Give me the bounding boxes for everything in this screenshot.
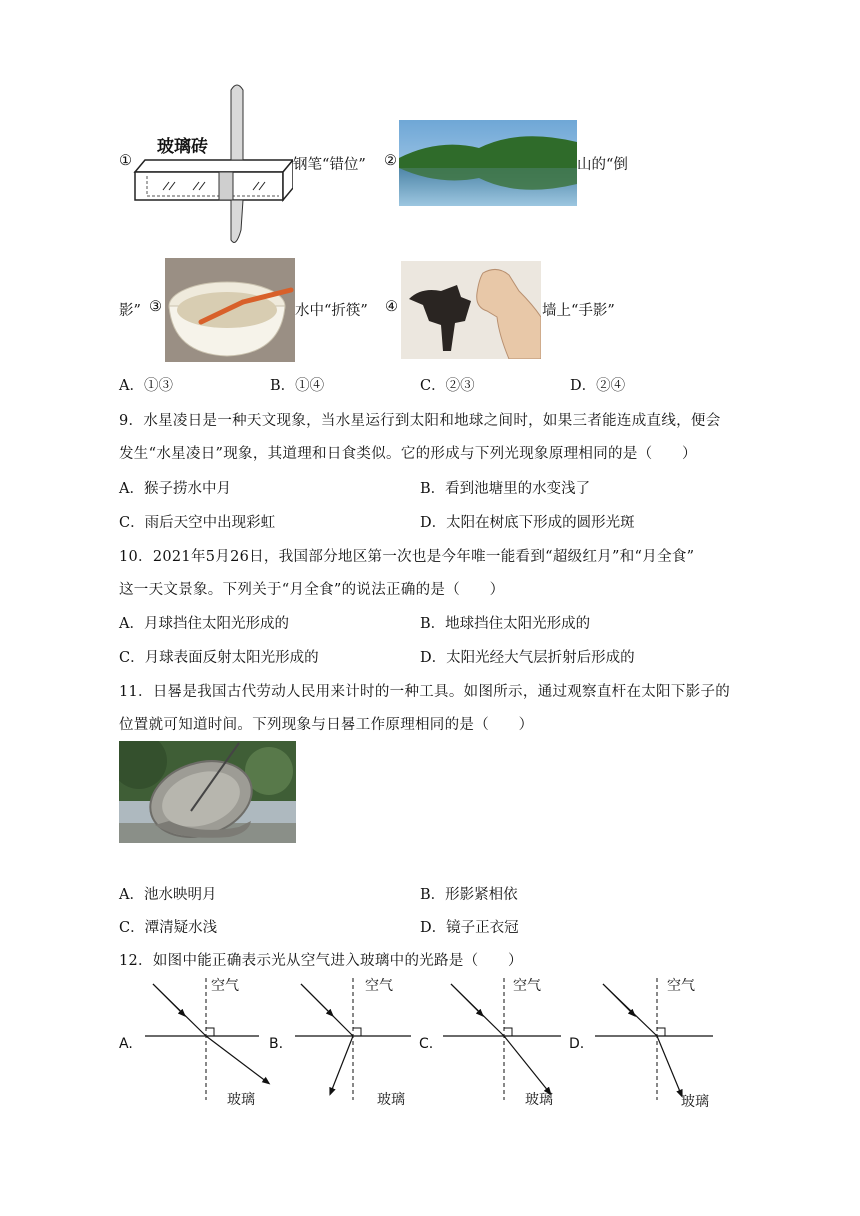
item3-number: ③: [149, 299, 162, 315]
diagram-c-letter: C.: [419, 1036, 434, 1052]
item2-caption-a: 山的“倒: [577, 157, 628, 173]
q11-option-b: B．形影紧相依: [420, 887, 518, 903]
item1-number: ①: [119, 153, 132, 169]
q10-option-a: A．月球挡住太阳光形成的: [119, 616, 289, 632]
glass-brick-pen-figure: [133, 80, 293, 248]
item2-number: ②: [384, 153, 397, 169]
diagram-b-air: 空气: [365, 978, 393, 994]
q10-line-1: 10．2021年5月26日，我国部分地区第一次也是今年唯一能看到“超级红月”和“月全食”: [119, 549, 695, 565]
q10-option-c: C．月球表面反射太阳光形成的: [119, 650, 319, 666]
q9-option-d: D．太阳在树底下形成的圆形光斑: [420, 515, 635, 531]
diagram-d-glass: 玻璃: [681, 1094, 709, 1110]
light-path-diagrams: [119, 970, 729, 1112]
glass-brick-label: 玻璃砖: [157, 137, 208, 157]
q9-option-a: A．猴子捞水中月: [119, 481, 231, 497]
diagram-c-air: 空气: [513, 978, 541, 994]
hand-shadow-photo: [401, 261, 541, 359]
diagram-d-letter: D.: [569, 1036, 585, 1052]
diagram-c-glass: 玻璃: [525, 1092, 553, 1108]
item2-caption-b: 影”: [119, 303, 141, 319]
q8-option-a: A．①③: [119, 378, 173, 394]
q10-option-b: B．地球挡住太阳光形成的: [420, 616, 591, 632]
item3-caption: 水中“折筷”: [295, 303, 368, 319]
q12-line: 12．如图中能正确表示光从空气进入玻璃中的光路是（ ）: [119, 953, 523, 969]
item1-caption: 钢笔“错位”: [293, 157, 366, 173]
q8-option-c: C．②③: [420, 378, 475, 394]
q11-option-d: D．镜子正衣冠: [420, 920, 519, 936]
sundial-photo: [119, 741, 296, 843]
q9-option-b: B．看到池塘里的水变浅了: [420, 481, 591, 497]
q8-option-d: D．②④: [570, 378, 626, 394]
q9-line-2: 发生“水星凌日”现象，其道理和日食类似。它的形成与下列光现象原理相同的是（ ）: [119, 446, 697, 462]
diagram-a-air: 空气: [211, 978, 239, 994]
diagram-a-letter: A.: [119, 1036, 133, 1052]
diagram-a-glass: 玻璃: [227, 1092, 255, 1108]
q8-option-b: B．①④: [270, 378, 325, 394]
diagram-b-letter: B.: [269, 1036, 284, 1052]
diagram-b-glass: 玻璃: [377, 1092, 405, 1108]
q10-option-d: D．太阳光经大气层折射后形成的: [420, 650, 635, 666]
chopstick-bowl-photo: [165, 258, 295, 362]
mountain-reflection-photo: [399, 120, 577, 206]
q9-option-c: C．雨后天空中出现彩虹: [119, 515, 276, 531]
q11-option-c: C．潭清疑水浅: [119, 920, 218, 936]
q11-line-1: 11．日晷是我国古代劳动人民用来计时的一种工具。如图所示，通过观察直杆在太阳下影子的: [119, 684, 731, 700]
item4-caption: 墙上“手影”: [542, 303, 615, 319]
q10-line-2: 这一天文景象。下列关于“月全食”的说法正确的是（ ）: [119, 582, 505, 598]
q9-line-1: 9．水星凌日是一种天文现象，当水星运行到太阳和地球之间时，如果三者能连成直线，便会: [119, 413, 721, 429]
q11-option-a: A．池水映明月: [119, 887, 217, 903]
diagram-d-air: 空气: [667, 978, 695, 994]
q11-line-2: 位置就可知道时间。下列现象与日晷工作原理相同的是（ ）: [119, 717, 534, 733]
item4-number: ④: [385, 299, 398, 315]
